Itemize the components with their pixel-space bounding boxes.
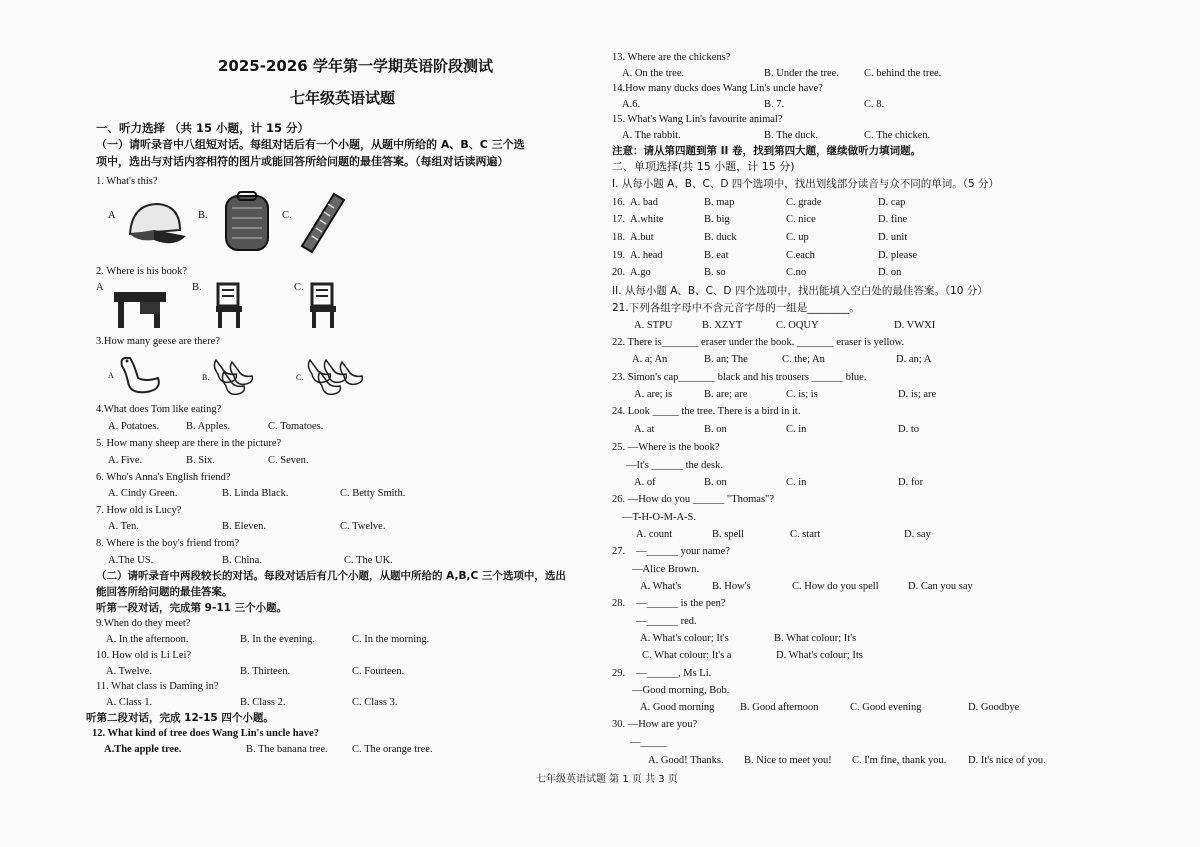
q16-option-a: A. bad: [630, 197, 658, 208]
q16-number: 16.: [612, 197, 626, 208]
question-1: 1. What's this?: [96, 176, 158, 187]
question-9: 9.When do they meet?: [96, 618, 191, 629]
part1-instr-1: （一）请听录音中八组短对话。每组对话后有一个小题，从题中所给的 A、B、C 三个选: [96, 138, 525, 151]
q14-option-c: C. 8.: [864, 99, 885, 110]
q8-option-b: B. China.: [222, 555, 262, 566]
q28-option-c: C. What colour; It's a: [642, 650, 732, 661]
q20-option-c: C.no: [786, 267, 807, 278]
question-2: 2. Where is his book?: [96, 266, 188, 277]
q19-number: 19.: [612, 250, 626, 261]
q8-option-a: A.The US.: [108, 555, 154, 566]
goose-image-one: [116, 352, 166, 398]
geese-image-three: [210, 356, 266, 398]
q19-option-c: C.each: [786, 250, 815, 261]
question-30: 30. —How are you?: [612, 719, 698, 730]
q30-option-a: A. Good! Thanks.: [648, 755, 724, 766]
q24-option-b: B. on: [704, 424, 727, 435]
question-5: 5. How many sheep are there in the picture?: [96, 438, 282, 449]
dialogue1-instr: 听第一段对话，完成第 9-11 三个小题。: [96, 602, 288, 614]
q3-label-a: A: [108, 371, 114, 380]
part2-instr-1: （二）请听录音中两段较长的对话。每段对话后有几个小题，从题中所给的 A,B,C 三个选项中，选出: [96, 570, 566, 582]
q20-option-b: B. so: [704, 267, 726, 278]
page-footer: 七年级英语试题 第 1 页 共 3 页: [536, 774, 678, 785]
q1-label-c: C.: [282, 210, 292, 221]
listening-note: 注意：请从第四题到第 II 卷，找到第四大题，继续做听力填词题。: [612, 145, 922, 157]
question-6: 6. Who's Anna's English friend?: [96, 472, 231, 483]
q30-option-c: C. I'm fine, thank you.: [852, 755, 947, 766]
part2-fill-instr: II. 从每小题 A、B、C、D 四个选项中，找出能填入空白处的最佳答案。（10 分）: [612, 285, 988, 297]
q23-option-d: D. is; are: [898, 389, 937, 400]
question-13: 13. Where are the chickens?: [612, 52, 731, 63]
q27-option-d: D. Can you say: [908, 581, 973, 592]
q15-option-a: A. The rabbit.: [622, 130, 681, 141]
dialogue2-instr: 听第二段对话，完成 12-15 四个小题。: [86, 712, 274, 724]
q13-option-b: B. Under the tree.: [764, 68, 839, 79]
question-15: 15. What's Wang Lin's favourite animal?: [612, 114, 783, 125]
q16-option-b: B. map: [704, 197, 735, 208]
q23-option-b: B. are; are: [704, 389, 748, 400]
q29-option-c: C. Good evening: [850, 702, 922, 713]
q23-option-a: A. are; is: [634, 389, 673, 400]
question-3: 3.How many geese are there?: [96, 336, 220, 347]
q3-label-c: C.: [296, 373, 304, 382]
q9-option-b: B. In the evening.: [240, 634, 315, 645]
chair-image-c: [304, 282, 344, 330]
q18-option-d: D. unit: [878, 232, 908, 243]
q7-option-a: A. Ten.: [108, 521, 139, 532]
question-7: 7. How old is Lucy?: [96, 505, 182, 516]
part1-pronunciation-instr: I. 从每小题 A、B、C、D 四个选项中，找出划线部分读音与众不同的单词。（5 分）: [612, 178, 1000, 190]
q25-line2: —It's ______ the desk.: [626, 460, 723, 471]
q24-option-a: A. at: [634, 424, 655, 435]
question-23: 23. Simon's cap_______ black and his trousers ______ blue.: [612, 372, 867, 383]
q21-option-d: D. VWXI: [894, 320, 936, 331]
question-10: 10. How old is Li Lei?: [96, 650, 192, 661]
desk-image: [110, 286, 170, 330]
q27-option-a: A. What's: [640, 581, 682, 592]
question-26: 26. —How do you ______ "Thomas"?: [612, 494, 774, 505]
q4-option-b: B. Apples.: [186, 421, 231, 432]
q2-label-c: C.: [294, 282, 304, 293]
q30-line2: —_____: [630, 737, 667, 748]
q4-option-a: A. Potatoes.: [108, 421, 160, 432]
q15-option-c: C. The chicken.: [864, 130, 931, 141]
q20-number: 20.: [612, 267, 626, 278]
q29-option-b: B. Good afternoon: [740, 702, 819, 713]
q21-option-a: A. STPU: [634, 320, 673, 331]
q12-option-a: A.The apple tree.: [104, 744, 182, 755]
q1-label-a: A: [108, 210, 116, 221]
q27-option-b: B. How's: [712, 581, 751, 592]
q17-option-c: C. nice: [786, 214, 816, 225]
q28-option-d: D. What's colour; Its: [776, 650, 863, 661]
chair-image-b: [210, 282, 250, 330]
q28-option-a: A. What's colour; It's: [640, 633, 729, 644]
q9-option-a: A. In the afternoon.: [106, 634, 189, 645]
q18-option-b: B. duck: [704, 232, 737, 243]
exam-subtitle: 七年级英语试题: [290, 89, 396, 107]
q22-option-c: C. the; An: [782, 354, 825, 365]
q11-option-c: C. Class 3.: [352, 697, 398, 708]
question-14: 14.How many ducks does Wang Lin's uncle have?: [612, 83, 823, 94]
q9-option-c: C. In the morning.: [352, 634, 430, 645]
q29-option-a: A. Good morning: [640, 702, 715, 713]
q20-option-d: D. on: [878, 267, 902, 278]
q18-option-c: C. up: [786, 232, 809, 243]
q8-option-c: C. The UK.: [344, 555, 393, 566]
q19-option-a: A. head: [630, 250, 663, 261]
q19-option-d: D. please: [878, 250, 918, 261]
q3-label-b: B.: [202, 373, 210, 382]
q24-option-d: D. to: [898, 424, 919, 435]
part1-instr-2: 项中，选出与对话内容相符的图片或能回答所给问题的最佳答案。（每组对话读两遍）: [96, 155, 509, 168]
q30-option-b: B. Nice to meet you!: [744, 755, 832, 766]
q6-option-c: C. Betty Smith.: [340, 488, 406, 499]
q23-option-c: C. is; is: [786, 389, 818, 400]
question-24: 24. Look _____ the tree. There is a bird in it.: [612, 406, 801, 417]
q12-option-c: C. The orange tree.: [352, 744, 433, 755]
q24-option-c: C. in: [786, 424, 807, 435]
q18-option-a: A.but: [630, 232, 654, 243]
q25-option-c: C. in: [786, 477, 807, 488]
geese-image-four: [304, 356, 366, 398]
q21-option-b: B. XZYT: [702, 320, 743, 331]
question-8: 8. Where is the boy's friend from?: [96, 538, 240, 549]
q26-line2: —T-H-O-M-A-S.: [622, 512, 696, 523]
q16-option-d: D. cap: [878, 197, 906, 208]
q26-option-d: D. say: [904, 529, 931, 540]
q22-option-a: A. a; An: [632, 354, 668, 365]
q11-option-b: B. Class 2.: [240, 697, 286, 708]
q21-option-c: C. OQUY: [776, 320, 819, 331]
q7-option-b: B. Eleven.: [222, 521, 267, 532]
backpack-image: [222, 190, 272, 252]
q2-label-a: A: [96, 282, 104, 293]
q7-option-c: C. Twelve.: [340, 521, 386, 532]
q19-option-b: B. eat: [704, 250, 729, 261]
question-28: —______ is the pen?: [636, 598, 726, 609]
q17-option-a: A.white: [630, 214, 664, 225]
q1-label-b: B.: [198, 210, 208, 221]
question-25: 25. —Where is the book?: [612, 442, 720, 453]
q10-option-a: A. Twelve.: [106, 666, 153, 677]
q15-option-b: B. The duck.: [764, 130, 819, 141]
q13-option-a: A. On the tree.: [622, 68, 685, 79]
q17-option-b: B. big: [704, 214, 730, 225]
q26-option-a: A. count: [636, 529, 673, 540]
q25-option-b: B. on: [704, 477, 727, 488]
q5-option-a: A. Five.: [108, 455, 143, 466]
question-29: —______, Ms Li.: [636, 668, 712, 679]
question-11: 11. What class is Daming in?: [96, 681, 219, 692]
q14-option-b: B. 7.: [764, 99, 785, 110]
q28-number: 28.: [612, 598, 626, 609]
q30-option-d: D. It's nice of you.: [968, 755, 1046, 766]
ruler-image: [298, 192, 348, 254]
q28-option-b: B. What colour; It's: [774, 633, 857, 644]
q25-option-a: A. of: [634, 477, 656, 488]
cap-image: [124, 196, 190, 252]
q14-option-a: A.6.: [622, 99, 641, 110]
q2-label-b: B.: [192, 282, 202, 293]
q27-line2: —Alice Brown.: [632, 564, 700, 575]
question-21: 21.下列各组字母中不含元音字母的一组是________。: [612, 302, 860, 314]
q27-option-c: C. How do you spell: [792, 581, 879, 592]
question-27: —______ your name?: [636, 546, 730, 557]
q29-option-d: D. Goodbye: [968, 702, 1020, 713]
q29-line2: —Good morning, Bob.: [632, 685, 730, 696]
q12-option-b: B. The banana tree.: [246, 744, 328, 755]
q18-number: 18.: [612, 232, 626, 243]
q29-number: 29.: [612, 668, 626, 679]
q10-option-c: C. Fourteen.: [352, 666, 405, 677]
section-listening: 一、听力选择 （共 15 小题，计 15 分）: [96, 121, 310, 135]
q20-option-a: A.go: [630, 267, 651, 278]
q17-option-d: D. fine: [878, 214, 908, 225]
q26-option-b: B. spell: [712, 529, 745, 540]
q4-option-c: C. Tomatoes.: [268, 421, 324, 432]
q28-line2: —______ red.: [636, 616, 697, 627]
q5-option-b: B. Six.: [186, 455, 215, 466]
q5-option-c: C. Seven.: [268, 455, 309, 466]
part2-instr-2: 能回答所给问题的最佳答案。: [96, 586, 233, 598]
section-single-choice: 二、单项选择(共 15 小题，计 15 分): [612, 160, 795, 173]
q26-option-c: C. start: [790, 529, 821, 540]
q27-number: 27.: [612, 546, 626, 557]
q10-option-b: B. Thirteen.: [240, 666, 291, 677]
q17-number: 17.: [612, 214, 626, 225]
question-22: 22. There is_______ eraser under the book. _______ eraser is yellow.: [612, 337, 905, 348]
q25-option-d: D. for: [898, 477, 924, 488]
question-12: 12. What kind of tree does Wang Lin's uncle have?: [92, 728, 319, 739]
q6-option-b: B. Linda Black.: [222, 488, 289, 499]
q11-option-a: A. Class 1.: [106, 697, 153, 708]
question-4: 4.What does Tom like eating?: [96, 404, 222, 415]
q22-option-d: D. an; A: [896, 354, 932, 365]
q13-option-c: C. behind the tree.: [864, 68, 942, 79]
exam-title: 2025-2026 学年第一学期英语阶段测试: [218, 57, 493, 75]
q16-option-c: C. grade: [786, 197, 822, 208]
q22-option-b: B. an; The: [704, 354, 748, 365]
q6-option-a: A. Cindy Green.: [108, 488, 178, 499]
